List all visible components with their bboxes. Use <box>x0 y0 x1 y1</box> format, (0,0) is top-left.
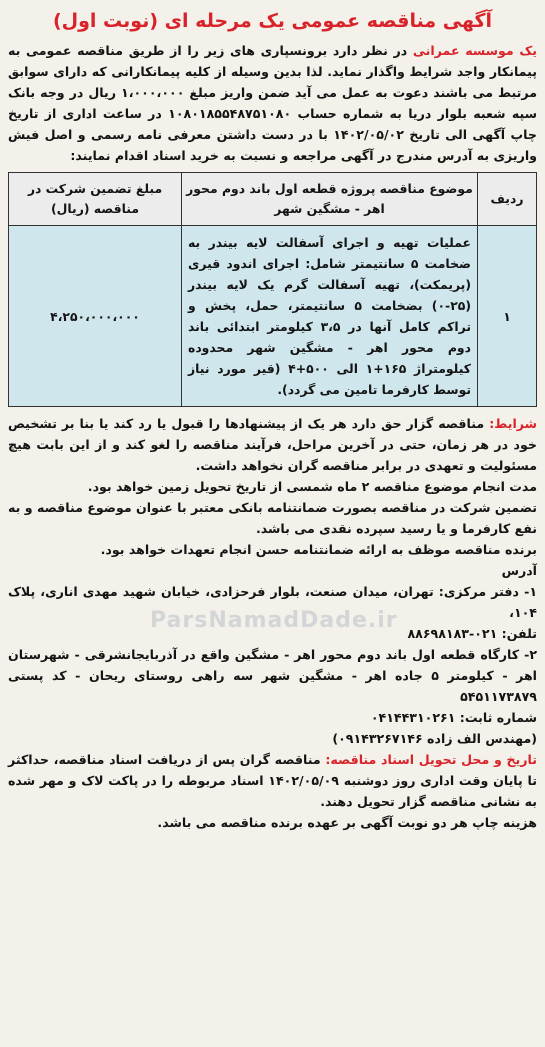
watermark: ParsNamadDade.ir <box>150 608 398 633</box>
header-guarantee-amount: مبلغ تضمین شرکت در مناقصه (ریال) <box>9 173 182 226</box>
intro-text: در نظر دارد برونسپاری های زیر را از طریق مناقصه عمومی به پیمانکار واجد شرایط واگذار نماید. لذا بدین وسیله از کلیه پیمانکارانی که دارای سوابق مرتبط می باشند دعوت به عمل می آید ضمن واریز مبلغ ۱،۰۰۰،۰۰۰ ریال در وجه بانک سپه شعبه بلوار دریا به شماره حساب ۱۰۸۰۱۸۵۵۴۸۷۵۱۰۸۰ در ساعت اداری از تاریخ چاپ آگهی الی تاریخ ۱۴۰۲/۰۵/۰۲ با در دست داشتن معرفی نامه رسمی و اصل فیش واریزی به آدرس مندرج در آگهی مراجعه و نسبت به خرید اسناد اقدام نمایند: <box>8 43 537 163</box>
notice-title: آگهی مناقصه عمومی یک مرحله ای (نوبت اول) <box>52 10 493 32</box>
delivery-paragraph <box>8 749 537 812</box>
header-row-number: ردیف <box>478 173 537 226</box>
office-phone: تلفن: ۰۲۱-۸۸۶۹۸۱۸۳ <box>407 626 537 641</box>
row-number: ۱ <box>478 226 537 407</box>
conditions-label: شرایط: <box>489 416 537 431</box>
delivery-text: مناقصه گران پس از دریافت اسناد مناقصه، حداکثر تا پایان وقت اداری روز دوشنبه ۱۴۰۲/۰۵/۰۹ اسناد مربوطه را در پاکت لاک و مهر شده به نشانی مناقصه گزار تحویل دهند. <box>8 752 537 809</box>
header-subject: موضوع مناقصه پروژه قطعه اول باند دوم محور اهر - مشگین شهر <box>182 173 478 226</box>
printing-cost-text: هزینه چاپ هر دو نوبت آگهی بر عهده برنده مناقصه می باشد. <box>157 815 537 830</box>
intro-paragraph <box>8 40 537 166</box>
conditions-paragraph <box>8 413 537 476</box>
address-label: آدرس <box>501 563 537 578</box>
engineer-contact: (مهندس الف زاده ۰۹۱۴۳۲۶۷۱۴۶) <box>332 731 537 746</box>
row-guarantee-amount: ۴،۲۵۰،۰۰۰،۰۰۰ <box>9 226 182 407</box>
table-header-row <box>9 173 537 226</box>
guarantee-text: تضمین شرکت در مناقصه بصورت ضمانتنامه بانکی معتبر با عنوان موضوع مناقصه و به نفع کارفرما و یا رسید سپرده نقدی می باشد. <box>7 500 537 536</box>
site-phone: شماره ثابت: ۰۴۱۴۴۳۱۰۲۶۱ <box>370 710 537 725</box>
conditions-text: مناقصه گزار حق دارد هر یک از پیشنهادها را قبول یا رد کند یا بنا بر تشخیص خود در هر زمان، حتی در آخرین مراحل، فرآیند مناقصه را لغو کند و از این بابت هیچ مسئولیت و تعهدی در برابر مناقصه گران نخواهد داشت. <box>8 416 537 473</box>
row-subject: عملیات تهیه و اجرای آسفالت لایه بیندر به ضخامت ۵ سانتیمتر شامل: اجرای اندود قیری (پریمکت)، تهیه آسفالت گرم یک لایه بیندر (۲۵-۰) بضخامت ۵ سانتیمتر، حمل، پخش و تراکم کامل آنها در ۳،۵ کیلومتر ابتدائی باند دوم محور اهر - مشگین شهر محدوده کیلومتراژ ۱۶۵+۱ الی ۵۰۰+۴ (قیر مورد نیاز توسط کارفرما تامین می گردد). <box>182 226 478 407</box>
duration-text: مدت انجام موضوع مناقصه ۲ ماه شمسی از تاریخ تحویل زمین خواهد بود. <box>87 479 537 494</box>
delivery-label: تاریخ و محل تحویل اسناد مناقصه: <box>325 752 537 767</box>
site-address: ۲- کارگاه قطعه اول باند دوم محور اهر - مشگین واقع در آذربایجانشرقی - شهرستان اهر - کیلومتر ۵ جاده اهر - مشگین شهر سه راهی روستای ریحان - کد پستی ۵۴۵۱۱۷۳۸۷۹ <box>8 647 537 704</box>
winner-text: برنده مناقصه موظف به ارائه ضمانتنامه حسن انجام تعهدات خواهد بود. <box>100 542 537 557</box>
tender-table <box>8 172 537 407</box>
office-address: ۱- دفتر مرکزی: تهران، میدان صنعت، بلوار فرحزادی، خیابان شهید مهدی اناری، پلاک ۱۰۴، <box>8 584 537 620</box>
organization-name: یک موسسه عمرانی <box>412 43 537 58</box>
table-row <box>9 226 537 407</box>
